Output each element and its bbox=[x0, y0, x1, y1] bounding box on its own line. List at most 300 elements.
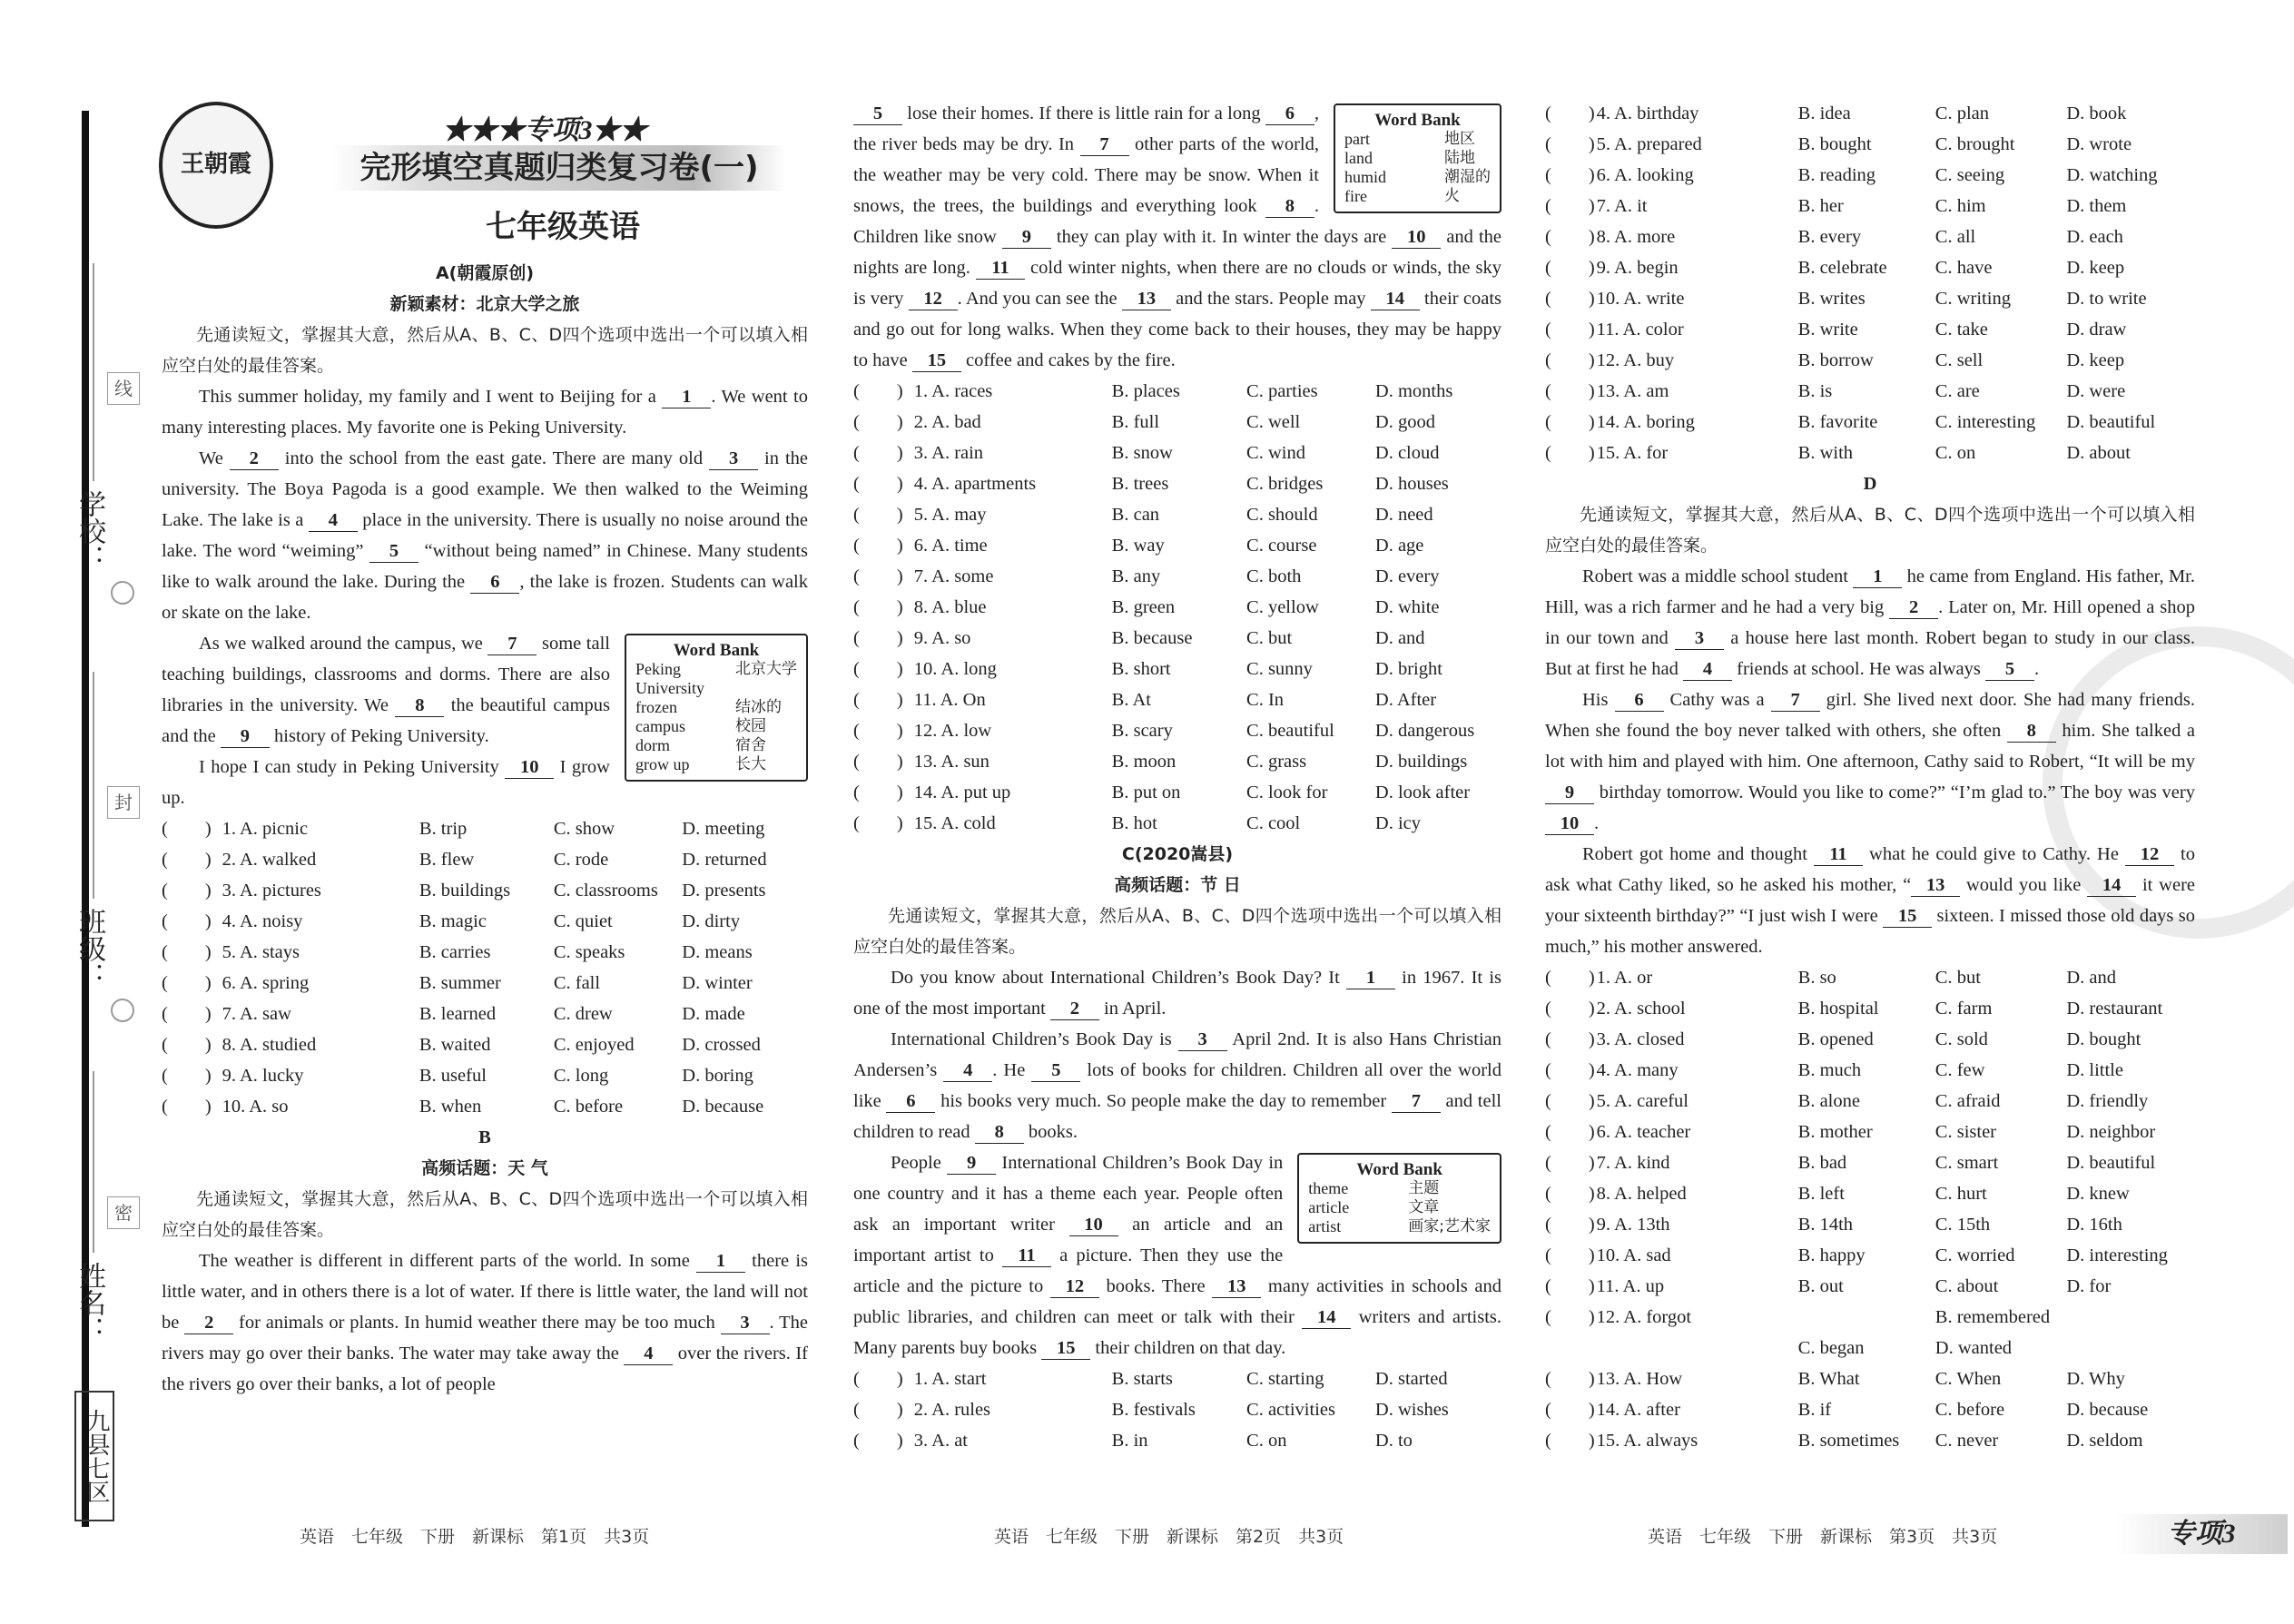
answer-slot[interactable]: ( ) bbox=[1545, 165, 1595, 185]
blank-12[interactable]: 12 bbox=[1050, 1275, 1099, 1298]
option-choice[interactable]: B. left bbox=[1797, 1184, 1845, 1204]
option-choice[interactable]: 6. A. looking bbox=[1596, 165, 1694, 185]
option-choice[interactable]: C. course bbox=[1246, 536, 1317, 556]
blank-2[interactable]: 2 bbox=[230, 448, 279, 470]
option-choice[interactable]: 3. A. rain bbox=[913, 443, 984, 463]
option-choice[interactable]: B. every bbox=[1797, 227, 1862, 247]
option-choice[interactable]: C. began bbox=[1797, 1338, 1865, 1358]
option-choice[interactable]: C. look for bbox=[1246, 782, 1328, 802]
answer-slot[interactable]: ( ) bbox=[1545, 289, 1595, 309]
option-choice[interactable]: 2. A. school bbox=[1596, 999, 1686, 1019]
option-choice[interactable]: C. classrooms bbox=[553, 881, 658, 901]
option-choice[interactable]: B. idea bbox=[1797, 103, 1851, 123]
option-choice[interactable]: D. interesting bbox=[2066, 1245, 2168, 1265]
option-choice[interactable]: 1. A. picnic bbox=[222, 819, 309, 839]
blank-4[interactable]: 4 bbox=[309, 509, 358, 532]
blank-10[interactable]: 10 bbox=[505, 756, 554, 779]
answer-slot[interactable]: ( ) bbox=[1545, 1431, 1595, 1451]
option-choice[interactable]: B. What bbox=[1797, 1369, 1860, 1389]
option-choice[interactable]: C. brought bbox=[1935, 134, 2015, 154]
option-choice[interactable]: D. them bbox=[2066, 196, 2127, 216]
option-choice[interactable]: 6. A. teacher bbox=[1596, 1122, 1691, 1142]
option-choice[interactable]: B. reading bbox=[1797, 165, 1876, 185]
option-choice[interactable]: D. months bbox=[1374, 381, 1453, 401]
answer-slot[interactable]: ( ) bbox=[1545, 134, 1595, 154]
blank-15[interactable]: 15 bbox=[912, 349, 961, 372]
blank-6[interactable]: 6 bbox=[886, 1090, 935, 1113]
option-choice[interactable]: D. houses bbox=[1374, 474, 1449, 494]
option-choice[interactable]: B. mother bbox=[1797, 1122, 1873, 1142]
blank-10[interactable]: 10 bbox=[1069, 1214, 1118, 1236]
answer-slot[interactable]: ( ) bbox=[853, 566, 903, 586]
option-choice[interactable]: B. starts bbox=[1111, 1369, 1173, 1389]
blank-12[interactable]: 12 bbox=[2125, 843, 2174, 866]
option-choice[interactable]: D. After bbox=[1374, 690, 1437, 710]
option-choice[interactable]: 6. A. time bbox=[913, 536, 988, 556]
option-choice[interactable]: C. wind bbox=[1246, 443, 1305, 463]
option-choice[interactable]: C. but bbox=[1246, 628, 1293, 648]
option-choice[interactable] bbox=[1798, 1302, 1935, 1333]
blank-11[interactable]: 11 bbox=[976, 257, 1025, 280]
option-choice[interactable]: D. dirty bbox=[682, 911, 741, 931]
blank-13[interactable]: 13 bbox=[1212, 1275, 1261, 1298]
option-choice[interactable]: D. and bbox=[1374, 628, 1425, 648]
option-choice[interactable]: 8. A. studied bbox=[222, 1035, 317, 1055]
option-choice[interactable]: D. to bbox=[1374, 1431, 1413, 1451]
option-choice[interactable]: D. knew bbox=[2066, 1184, 2130, 1204]
option-choice[interactable]: B. alone bbox=[1797, 1091, 1860, 1111]
option-choice[interactable]: 14. A. after bbox=[1596, 1400, 1680, 1420]
option-choice[interactable]: C. starting bbox=[1246, 1369, 1324, 1389]
option-choice[interactable]: C. drew bbox=[553, 1004, 613, 1024]
option-choice[interactable]: 4. A. many bbox=[1596, 1060, 1679, 1080]
option-choice[interactable]: C. smart bbox=[1935, 1153, 1999, 1173]
option-choice[interactable]: D. about bbox=[2066, 443, 2131, 463]
option-choice[interactable]: 10. A. so bbox=[222, 1097, 289, 1117]
option-choice[interactable]: D. good bbox=[1374, 412, 1435, 432]
option-choice[interactable]: D. 16th bbox=[2066, 1215, 2122, 1235]
option-choice[interactable]: D. and bbox=[2066, 968, 2116, 988]
option-choice[interactable]: 5. A. may bbox=[913, 505, 987, 525]
option-choice[interactable]: C. before bbox=[553, 1097, 624, 1117]
answer-slot[interactable]: ( ) bbox=[1545, 1029, 1595, 1049]
option-choice[interactable]: B. waited bbox=[418, 1035, 491, 1055]
blank-15[interactable]: 15 bbox=[1041, 1337, 1090, 1360]
option-choice[interactable]: C. cool bbox=[1246, 813, 1301, 833]
answer-slot[interactable]: ( ) bbox=[1545, 258, 1595, 278]
answer-slot[interactable]: ( ) bbox=[1545, 1245, 1595, 1265]
option-choice[interactable]: C. speaks bbox=[553, 942, 625, 962]
answer-slot[interactable]: ( ) bbox=[1545, 443, 1595, 463]
option-choice[interactable]: C. sell bbox=[1935, 350, 1984, 370]
option-choice[interactable]: B. buildings bbox=[418, 881, 511, 901]
answer-slot[interactable]: ( ) bbox=[853, 813, 903, 833]
option-choice[interactable]: D. were bbox=[2066, 381, 2126, 401]
option-choice[interactable]: D. cloud bbox=[1374, 443, 1440, 463]
answer-slot[interactable]: ( ) bbox=[853, 1400, 903, 1420]
option-choice[interactable]: C. him bbox=[1935, 196, 1986, 216]
option-choice[interactable]: D. Why bbox=[2066, 1369, 2125, 1389]
option-choice[interactable] bbox=[2066, 1333, 2195, 1363]
option-choice[interactable]: 5. A. prepared bbox=[1596, 134, 1702, 154]
answer-slot[interactable]: ( ) bbox=[853, 536, 903, 556]
option-choice[interactable]: D. friendly bbox=[2066, 1091, 2149, 1111]
blank-2[interactable]: 2 bbox=[184, 1312, 233, 1334]
answer-slot[interactable]: ( ) bbox=[853, 412, 903, 432]
answer-slot[interactable]: ( ) bbox=[1545, 320, 1595, 340]
option-choice[interactable]: 12. A. forgot bbox=[1596, 1307, 1692, 1327]
option-choice[interactable]: B. places bbox=[1111, 381, 1180, 401]
option-choice[interactable]: B. 14th bbox=[1797, 1215, 1854, 1235]
answer-slot[interactable]: ( ) bbox=[853, 1431, 903, 1451]
option-choice[interactable]: 9. A. lucky bbox=[222, 1066, 304, 1086]
blank-14[interactable]: 14 bbox=[1302, 1306, 1351, 1329]
option-choice[interactable]: 15. A. always bbox=[1596, 1431, 1698, 1451]
answer-slot[interactable]: ( ) bbox=[162, 911, 212, 931]
option-choice[interactable]: 12. A. low bbox=[913, 721, 992, 741]
option-choice[interactable]: C. grass bbox=[1246, 752, 1307, 772]
option-choice[interactable]: B. much bbox=[1797, 1060, 1862, 1080]
option-choice[interactable]: 9. A. so bbox=[913, 628, 971, 648]
option-choice[interactable]: C. take bbox=[1935, 320, 1988, 340]
option-choice[interactable]: B. writes bbox=[1797, 289, 1866, 309]
option-choice[interactable]: D. icy bbox=[1374, 813, 1422, 833]
option-choice[interactable]: 1. A. start bbox=[913, 1369, 987, 1389]
option-choice[interactable]: D. need bbox=[1374, 505, 1433, 525]
option-choice[interactable]: C. interesting bbox=[1935, 412, 2036, 432]
option-choice[interactable]: D. seldom bbox=[2066, 1431, 2143, 1451]
answer-slot[interactable]: ( ) bbox=[162, 850, 212, 870]
option-choice[interactable]: C. bridges bbox=[1246, 474, 1324, 494]
blank-13[interactable]: 13 bbox=[1122, 288, 1171, 310]
blank-1[interactable]: 1 bbox=[1346, 967, 1395, 989]
blank-4[interactable]: 4 bbox=[943, 1059, 992, 1082]
option-choice[interactable]: D. beautiful bbox=[2066, 412, 2156, 432]
option-choice[interactable]: 14. A. put up bbox=[913, 782, 1011, 802]
option-choice[interactable]: 8. A. helped bbox=[1596, 1184, 1687, 1204]
answer-slot[interactable]: ( ) bbox=[853, 752, 903, 772]
option-choice[interactable]: D. presents bbox=[682, 881, 766, 901]
option-choice[interactable]: 9. A. begin bbox=[1596, 258, 1679, 278]
blank-11[interactable]: 11 bbox=[1002, 1245, 1051, 1267]
blank-8[interactable]: 8 bbox=[1265, 195, 1314, 218]
blank-5[interactable]: 5 bbox=[369, 540, 418, 563]
option-choice[interactable]: B. useful bbox=[418, 1066, 487, 1086]
option-choice[interactable]: 10. A. write bbox=[1596, 289, 1685, 309]
answer-slot[interactable]: ( ) bbox=[1545, 1091, 1595, 1111]
option-choice[interactable]: C. worried bbox=[1935, 1245, 2015, 1265]
answer-slot[interactable]: ( ) bbox=[1545, 1400, 1595, 1420]
option-choice[interactable]: D. because bbox=[682, 1097, 764, 1117]
blank-8[interactable]: 8 bbox=[975, 1121, 1024, 1144]
option-choice[interactable]: C. afraid bbox=[1935, 1091, 2001, 1111]
answer-slot[interactable]: ( ) bbox=[853, 721, 903, 741]
answer-slot[interactable]: ( ) bbox=[853, 597, 903, 617]
option-choice[interactable]: B. because bbox=[1111, 628, 1193, 648]
option-choice[interactable]: C. long bbox=[553, 1066, 609, 1086]
option-choice[interactable]: C. parties bbox=[1246, 381, 1318, 401]
option-choice[interactable]: 1. A. or bbox=[1596, 968, 1653, 988]
answer-slot[interactable]: ( ) bbox=[1545, 350, 1595, 370]
option-choice[interactable]: B. with bbox=[1797, 443, 1854, 463]
option-choice[interactable]: C. well bbox=[1246, 412, 1301, 432]
blank-3[interactable]: 3 bbox=[721, 1312, 770, 1334]
option-choice[interactable]: C. enjoyed bbox=[553, 1035, 635, 1055]
option-choice[interactable]: 10. A. long bbox=[913, 659, 997, 679]
blank-9[interactable]: 9 bbox=[1545, 782, 1594, 804]
option-choice[interactable]: D. to write bbox=[2066, 289, 2147, 309]
blank-14[interactable]: 14 bbox=[2087, 874, 2136, 897]
answer-slot[interactable] bbox=[1545, 1333, 1597, 1363]
option-choice[interactable]: D. started bbox=[1374, 1369, 1448, 1389]
blank-9[interactable]: 9 bbox=[947, 1152, 996, 1175]
option-choice[interactable]: B. At bbox=[1111, 690, 1151, 710]
option-choice[interactable]: D. beautiful bbox=[2066, 1153, 2156, 1173]
option-choice[interactable]: C. yellow bbox=[1246, 597, 1319, 617]
blank-6[interactable]: 6 bbox=[1265, 103, 1314, 125]
option-choice[interactable]: C. farm bbox=[1935, 999, 1993, 1019]
option-choice[interactable]: C. all bbox=[1935, 227, 1976, 247]
option-choice[interactable]: 9. A. 13th bbox=[1596, 1215, 1670, 1235]
answer-slot[interactable]: ( ) bbox=[853, 628, 903, 648]
option-choice[interactable]: D. wanted bbox=[1935, 1338, 2013, 1358]
option-choice[interactable]: B. in bbox=[1111, 1431, 1148, 1451]
answer-slot[interactable]: ( ) bbox=[1545, 412, 1595, 432]
option-choice[interactable]: C. writing bbox=[1935, 289, 2011, 309]
option-choice[interactable]: 11. A. On bbox=[913, 690, 986, 710]
option-choice[interactable]: D. winter bbox=[682, 973, 753, 993]
option-choice[interactable]: 2. A. rules bbox=[913, 1400, 991, 1420]
option-choice[interactable]: C. fall bbox=[553, 973, 601, 993]
option-choice[interactable]: 15. A. for bbox=[1596, 443, 1669, 463]
blank-7[interactable]: 7 bbox=[1771, 689, 1820, 712]
option-choice[interactable]: 11. A. color bbox=[1596, 320, 1684, 340]
option-choice[interactable]: B. summer bbox=[418, 973, 501, 993]
option-choice[interactable]: C. sold bbox=[1935, 1029, 1988, 1049]
blank-6[interactable]: 6 bbox=[1615, 689, 1664, 712]
option-choice[interactable]: 7. A. kind bbox=[1596, 1153, 1670, 1173]
option-choice[interactable]: D. dangerous bbox=[1374, 721, 1475, 741]
blank-9[interactable]: 9 bbox=[221, 725, 270, 748]
option-choice[interactable]: C. on bbox=[1246, 1431, 1287, 1451]
option-choice[interactable]: D. age bbox=[1374, 536, 1424, 556]
option-choice[interactable]: C. have bbox=[1935, 258, 1993, 278]
blank-15[interactable]: 15 bbox=[1883, 905, 1932, 928]
answer-slot[interactable]: ( ) bbox=[1545, 1307, 1595, 1327]
option-choice[interactable]: C. but bbox=[1935, 968, 1981, 988]
option-choice[interactable]: B. when bbox=[418, 1097, 482, 1117]
option-choice[interactable]: 6. A. spring bbox=[222, 973, 310, 993]
answer-slot[interactable]: ( ) bbox=[1545, 1184, 1595, 1204]
option-choice[interactable]: C. about bbox=[1935, 1276, 1999, 1296]
option-choice[interactable]: C. sunny bbox=[1246, 659, 1313, 679]
option-choice[interactable]: D. keep bbox=[2066, 350, 2125, 370]
blank-1[interactable]: 1 bbox=[662, 386, 711, 408]
option-choice[interactable]: 13. A. am bbox=[1596, 381, 1669, 401]
option-choice[interactable]: C. 15th bbox=[1935, 1215, 1991, 1235]
answer-slot[interactable]: ( ) bbox=[1545, 196, 1595, 216]
blank-6[interactable]: 6 bbox=[470, 571, 519, 594]
blank-14[interactable]: 14 bbox=[1371, 288, 1420, 310]
option-choice[interactable]: B. bought bbox=[1797, 134, 1872, 154]
option-choice[interactable]: B. trip bbox=[418, 819, 468, 839]
option-choice[interactable]: 3. A. pictures bbox=[222, 881, 321, 901]
option-choice[interactable]: B. her bbox=[1797, 196, 1844, 216]
option-choice[interactable]: D. meeting bbox=[682, 819, 765, 839]
option-choice[interactable]: 5. A. stays bbox=[222, 942, 300, 962]
option-choice[interactable]: 4. A. birthday bbox=[1596, 103, 1699, 123]
option-choice[interactable]: B. trees bbox=[1111, 474, 1169, 494]
blank-3[interactable]: 3 bbox=[709, 448, 758, 470]
option-choice[interactable]: 11. A. up bbox=[1596, 1276, 1665, 1296]
option-choice[interactable]: C. never bbox=[1935, 1431, 1999, 1451]
option-choice[interactable]: B. festivals bbox=[1111, 1400, 1196, 1420]
option-choice[interactable]: 8. A. more bbox=[1596, 227, 1676, 247]
option-choice[interactable]: B. carries bbox=[418, 942, 491, 962]
blank-9[interactable]: 9 bbox=[1002, 226, 1051, 249]
blank-3[interactable]: 3 bbox=[1178, 1029, 1227, 1051]
answer-slot[interactable]: ( ) bbox=[162, 1004, 212, 1024]
option-choice[interactable]: C. both bbox=[1246, 566, 1302, 586]
option-choice[interactable]: B. any bbox=[1111, 566, 1161, 586]
blank-5[interactable]: 5 bbox=[1031, 1059, 1080, 1082]
option-choice[interactable]: D. book bbox=[2066, 103, 2127, 123]
answer-slot[interactable]: ( ) bbox=[1545, 227, 1595, 247]
option-choice[interactable]: C. activities bbox=[1246, 1400, 1335, 1420]
answer-slot[interactable]: ( ) bbox=[162, 1066, 212, 1086]
option-choice[interactable]: C. hurt bbox=[1935, 1184, 1987, 1204]
option-choice[interactable]: 14. A. boring bbox=[1596, 412, 1695, 432]
option-choice[interactable]: 13. A. sun bbox=[913, 752, 989, 772]
option-choice[interactable]: B. put on bbox=[1111, 782, 1181, 802]
blank-2[interactable]: 2 bbox=[1050, 998, 1099, 1020]
option-choice[interactable]: D. each bbox=[2066, 227, 2123, 247]
option-choice[interactable]: D. draw bbox=[2066, 320, 2127, 340]
option-choice[interactable]: D. watching bbox=[2066, 165, 2158, 185]
option-choice[interactable]: D. means bbox=[682, 942, 753, 962]
answer-slot[interactable]: ( ) bbox=[1545, 1060, 1595, 1080]
option-choice[interactable]: D. because bbox=[2066, 1400, 2149, 1420]
option-choice[interactable]: B. can bbox=[1111, 505, 1160, 525]
blank-7[interactable]: 7 bbox=[1392, 1090, 1441, 1113]
option-choice[interactable]: D. neighbor bbox=[2066, 1122, 2156, 1142]
blank-2[interactable]: 2 bbox=[1889, 596, 1938, 619]
answer-slot[interactable]: ( ) bbox=[162, 1097, 212, 1117]
option-choice[interactable]: B. scary bbox=[1111, 721, 1173, 741]
answer-slot[interactable]: ( ) bbox=[853, 474, 903, 494]
answer-slot[interactable]: ( ) bbox=[162, 973, 212, 993]
option-choice[interactable]: B. sometimes bbox=[1797, 1431, 1900, 1451]
option-choice[interactable]: C. In bbox=[1246, 690, 1285, 710]
answer-slot[interactable]: ( ) bbox=[1545, 968, 1595, 988]
answer-slot[interactable]: ( ) bbox=[1545, 1276, 1595, 1296]
option-choice[interactable]: C. rode bbox=[553, 850, 609, 870]
option-choice[interactable] bbox=[2066, 1302, 2195, 1333]
option-choice[interactable]: C. few bbox=[1935, 1060, 1985, 1080]
option-choice[interactable]: B. out bbox=[1797, 1276, 1844, 1296]
option-choice[interactable]: 7. A. some bbox=[913, 566, 994, 586]
option-choice[interactable]: C. quiet bbox=[553, 911, 613, 931]
answer-slot[interactable]: ( ) bbox=[853, 381, 903, 401]
option-choice[interactable]: B. way bbox=[1111, 536, 1165, 556]
option-choice[interactable]: B. magic bbox=[418, 911, 487, 931]
option-choice[interactable]: D. boring bbox=[682, 1066, 753, 1086]
option-choice[interactable]: B. so bbox=[1797, 968, 1836, 988]
option-choice[interactable]: D. wrote bbox=[2066, 134, 2132, 154]
blank-12[interactable]: 12 bbox=[909, 288, 958, 310]
blank-11[interactable]: 11 bbox=[1814, 843, 1863, 866]
option-choice[interactable]: D. made bbox=[682, 1004, 745, 1024]
answer-slot[interactable]: ( ) bbox=[1545, 381, 1595, 401]
option-choice[interactable]: C. should bbox=[1246, 505, 1318, 525]
answer-slot[interactable]: ( ) bbox=[853, 1369, 903, 1389]
option-choice[interactable]: C. before bbox=[1935, 1400, 2005, 1420]
answer-slot[interactable]: ( ) bbox=[1545, 1153, 1595, 1173]
blank-10[interactable]: 10 bbox=[1392, 226, 1441, 249]
option-choice[interactable]: 8. A. blue bbox=[913, 597, 987, 617]
answer-slot[interactable]: ( ) bbox=[853, 659, 903, 679]
option-choice[interactable]: D. keep bbox=[2066, 258, 2125, 278]
option-choice[interactable]: D. every bbox=[1374, 566, 1440, 586]
answer-slot[interactable]: ( ) bbox=[1545, 999, 1595, 1019]
option-choice[interactable]: B. if bbox=[1797, 1400, 1832, 1420]
answer-slot[interactable]: ( ) bbox=[162, 1035, 212, 1055]
answer-slot[interactable]: ( ) bbox=[1545, 1215, 1595, 1235]
option-choice[interactable]: B. flew bbox=[418, 850, 475, 870]
blank-10[interactable]: 10 bbox=[1545, 812, 1594, 835]
option-choice[interactable]: B. green bbox=[1111, 597, 1176, 617]
option-choice[interactable]: C. plan bbox=[1935, 103, 1990, 123]
option-choice[interactable]: B. learned bbox=[418, 1004, 497, 1024]
option-choice[interactable]: D. bought bbox=[2066, 1029, 2141, 1049]
option-choice[interactable]: 2. A. walked bbox=[222, 850, 317, 870]
option-choice[interactable]: B. moon bbox=[1111, 752, 1177, 772]
option-choice[interactable]: D. bright bbox=[1374, 659, 1442, 679]
blank-4[interactable]: 4 bbox=[1683, 658, 1732, 681]
option-choice[interactable]: D. for bbox=[2066, 1276, 2112, 1296]
option-choice[interactable]: B. favorite bbox=[1797, 412, 1878, 432]
option-choice[interactable]: D. little bbox=[2066, 1060, 2123, 1080]
option-choice[interactable]: D. white bbox=[1374, 597, 1440, 617]
blank-7[interactable]: 7 bbox=[1080, 133, 1129, 156]
answer-slot[interactable]: ( ) bbox=[162, 819, 212, 839]
option-choice[interactable]: D. buildings bbox=[1374, 752, 1468, 772]
blank-5[interactable]: 5 bbox=[853, 103, 902, 125]
option-choice[interactable]: 7. A. saw bbox=[222, 1004, 291, 1024]
option-choice[interactable]: 13. A. How bbox=[1596, 1369, 1683, 1389]
option-choice[interactable]: 7. A. it bbox=[1596, 196, 1648, 216]
option-choice[interactable]: B. hot bbox=[1111, 813, 1157, 833]
option-choice[interactable]: D. crossed bbox=[682, 1035, 761, 1055]
answer-slot[interactable]: ( ) bbox=[853, 505, 903, 525]
option-choice[interactable]: B. snow bbox=[1111, 443, 1173, 463]
option-choice[interactable]: C. beautiful bbox=[1246, 721, 1334, 741]
option-choice[interactable]: C. are bbox=[1935, 381, 1980, 401]
option-choice[interactable]: D. wishes bbox=[1374, 1400, 1449, 1420]
answer-slot[interactable]: ( ) bbox=[853, 443, 903, 463]
answer-slot[interactable]: ( ) bbox=[853, 782, 903, 802]
option-choice[interactable]: B. happy bbox=[1797, 1245, 1866, 1265]
option-choice[interactable]: 12. A. buy bbox=[1596, 350, 1675, 370]
option-choice[interactable]: C. When bbox=[1935, 1369, 2002, 1389]
option-choice[interactable]: C. sister bbox=[1935, 1122, 1996, 1142]
option-choice[interactable]: C. on bbox=[1935, 443, 1976, 463]
option-choice[interactable]: B. bad bbox=[1797, 1153, 1847, 1173]
option-choice[interactable]: B. write bbox=[1797, 320, 1858, 340]
option-choice[interactable]: D. look after bbox=[1374, 782, 1471, 802]
blank-8[interactable]: 8 bbox=[2007, 720, 2056, 743]
option-choice[interactable]: 2. A. bad bbox=[913, 412, 981, 432]
